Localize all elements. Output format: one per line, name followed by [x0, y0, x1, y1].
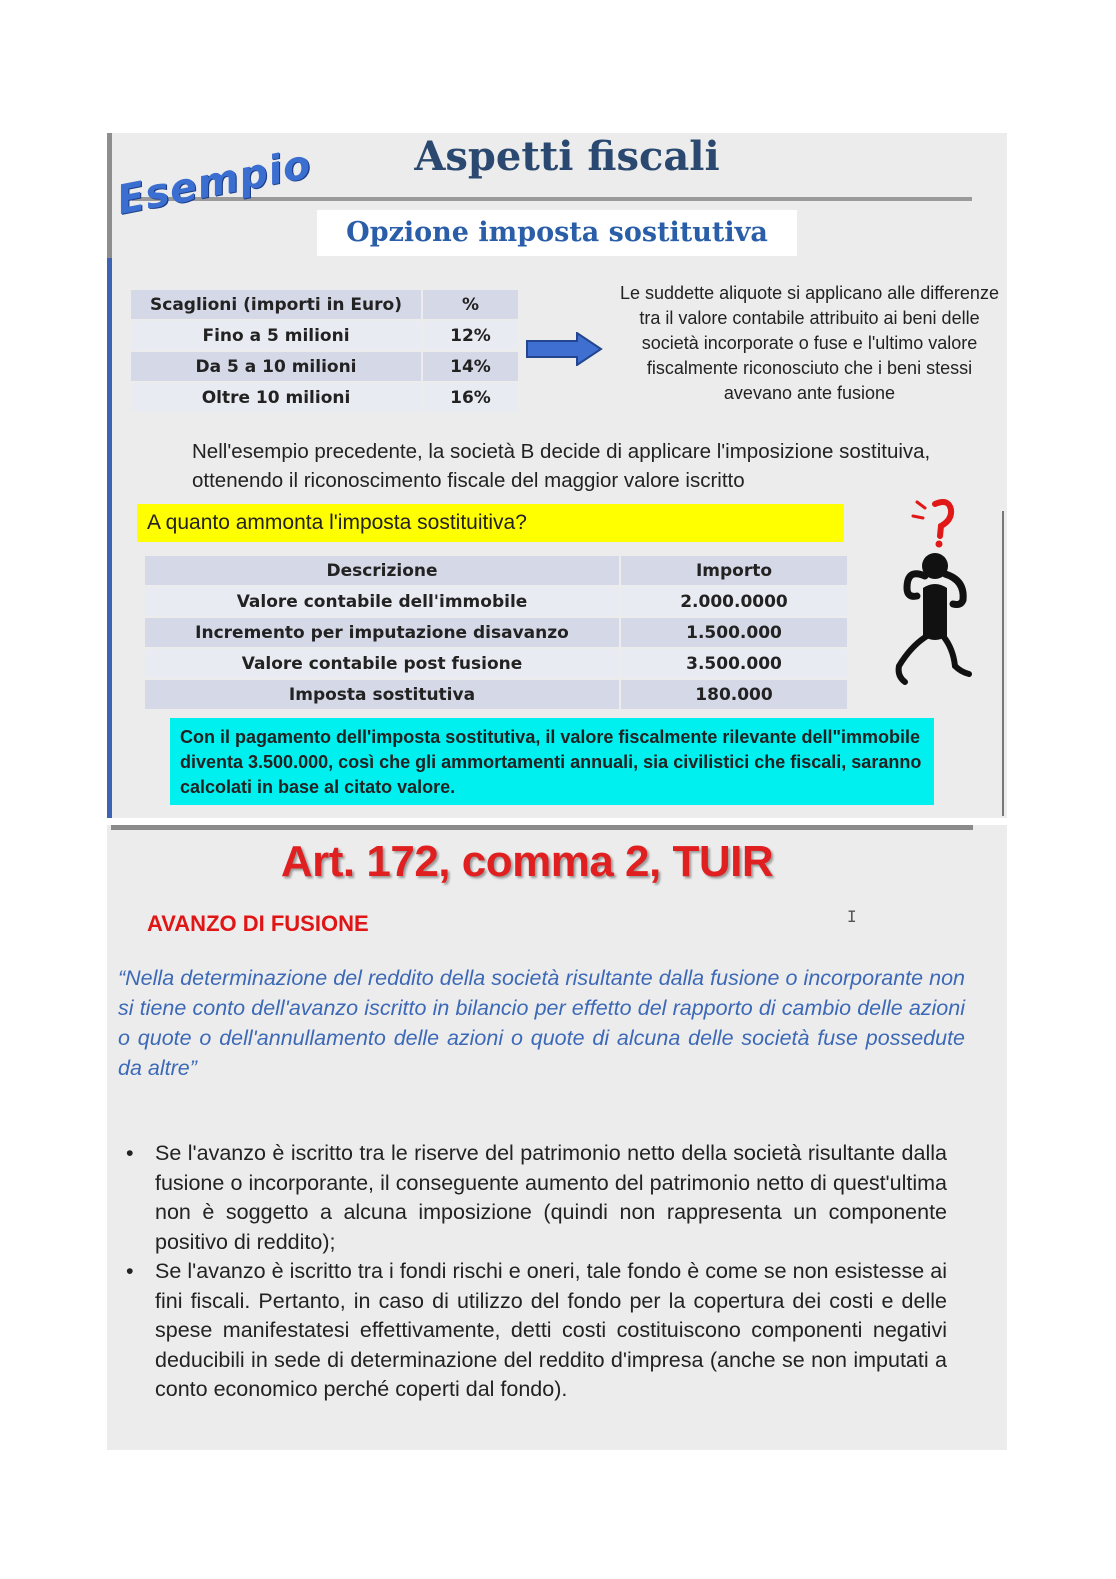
- bullet-list: [123, 1139, 947, 1405]
- text-cursor-icon: I: [847, 907, 857, 926]
- table-header-cell: Importo: [621, 556, 847, 585]
- table-cell: 12%: [423, 321, 518, 350]
- question-highlight: A quanto ammonta l'imposta sostituitiva?: [137, 504, 844, 542]
- table-cell: Incremento per imputazione disavanzo: [145, 618, 619, 647]
- table-cell: 2.000.0000: [621, 587, 847, 616]
- confused-stick-figure-icon: [877, 496, 977, 696]
- slide-art-172: [107, 825, 1007, 1450]
- list-item-text: Se l'avanzo è iscritto tra i fondi rischi e oneri, tale fondo è come se non esistesse ai fini fiscali. Pertanto, in caso di utilizzo del fondo per la copertura dei costi e delle spese manifestatesi effettivamente, detti costi costituiscono componenti negativi deducibili in sede di determinazione del reddito d'impresa (anche se non imputati a conto economico perché coperti dal fondo).: [155, 1259, 947, 1401]
- table-cell: 16%: [423, 383, 518, 412]
- table-cell: Valore contabile dell'immobile: [145, 587, 619, 616]
- bullet-icon: •: [126, 1141, 134, 1165]
- slide-subtitle: Opzione imposta sostitutiva: [317, 210, 797, 256]
- slide-left-bar-blue: [107, 258, 112, 818]
- list-item-text: Se l'avanzo è iscritto tra le riserve del patrimonio netto della società risultante dalla fusione o incorporante, il conseguente aumento del patrimonio netto di quest'ultima non è soggetto a alcuna imposizione (quindi non rappresenta un componente positivo di reddito);: [155, 1141, 947, 1254]
- table-row: [145, 587, 847, 616]
- table-header-row: [131, 290, 518, 319]
- table-cell: Oltre 10 milioni: [131, 383, 421, 412]
- rates-note: Le suddette aliquote si applicano alle differenze tra il valore contabile attribuito ai beni delle società incorporate o fuse e l'ultimo valore fiscalmente riconosciuto che i beni stessi avevano ante fusione: [620, 283, 999, 403]
- slide-title: Art. 172, comma 2, TUIR: [280, 837, 774, 886]
- title-underline: [132, 197, 972, 201]
- example-paragraph: Nell'esempio precedente, la società B decide di applicare l'imposizione sostituiva, ottenendo il riconoscimento fiscale del maggior valore iscritto: [192, 440, 931, 492]
- table-cell: Imposta sostitutiva: [145, 680, 619, 709]
- table-row: [131, 352, 518, 381]
- table-cell: Valore contabile post fusione: [145, 649, 619, 678]
- list-item: [123, 1257, 947, 1405]
- law-quote: “Nella determinazione del reddito della società risultante dalla fusione o incorporante non si tiene conto dell'avanzo iscritto in bilancio per effetto del rapporto di cambio delle azioni o quote o dell'annullamento delle azioni o quote di alcuna delle società fuse possedute da altre”: [118, 966, 965, 1080]
- bullet-icon: •: [126, 1259, 134, 1283]
- slide-aspetti-fiscali: [107, 133, 1007, 818]
- section-heading: AVANZO DI FUSIONE: [147, 911, 369, 936]
- computation-table: [143, 554, 849, 711]
- table-header-row: [145, 556, 847, 585]
- conclusion-box: Con il pagamento dell'imposta sostitutiva, il valore fiscalmente rilevante dell"immobile diventa 3.500.000, così che gli ammortamenti annuali, sia civilistici che fiscali, saranno calcolati in base al citato valore.: [170, 718, 934, 805]
- example-tag: Esempio: [113, 141, 316, 224]
- slide-right-divider: [1002, 511, 1004, 816]
- slide-title: Aspetti fiscali: [414, 133, 720, 180]
- table-row: [131, 383, 518, 412]
- slide-left-bar-gray: [107, 133, 112, 258]
- table-cell: 14%: [423, 352, 518, 381]
- table-header-cell: Descrizione: [145, 556, 619, 585]
- table-header-cell: Scaglioni (importi in Euro): [131, 290, 421, 319]
- right-arrow-icon: [525, 332, 603, 366]
- table-cell: 180.000: [621, 680, 847, 709]
- table-row: [131, 321, 518, 350]
- table-row: [145, 618, 847, 647]
- table-row: [145, 649, 847, 678]
- table-cell: Fino a 5 milioni: [131, 321, 421, 350]
- slide-top-rule: [111, 825, 973, 830]
- tax-rates-table: [129, 288, 520, 414]
- list-item: [123, 1139, 947, 1257]
- table-cell: Da 5 a 10 milioni: [131, 352, 421, 381]
- table-header-cell: %: [423, 290, 518, 319]
- table-cell: 1.500.000: [621, 618, 847, 647]
- table-cell: 3.500.000: [621, 649, 847, 678]
- table-row: [145, 680, 847, 709]
